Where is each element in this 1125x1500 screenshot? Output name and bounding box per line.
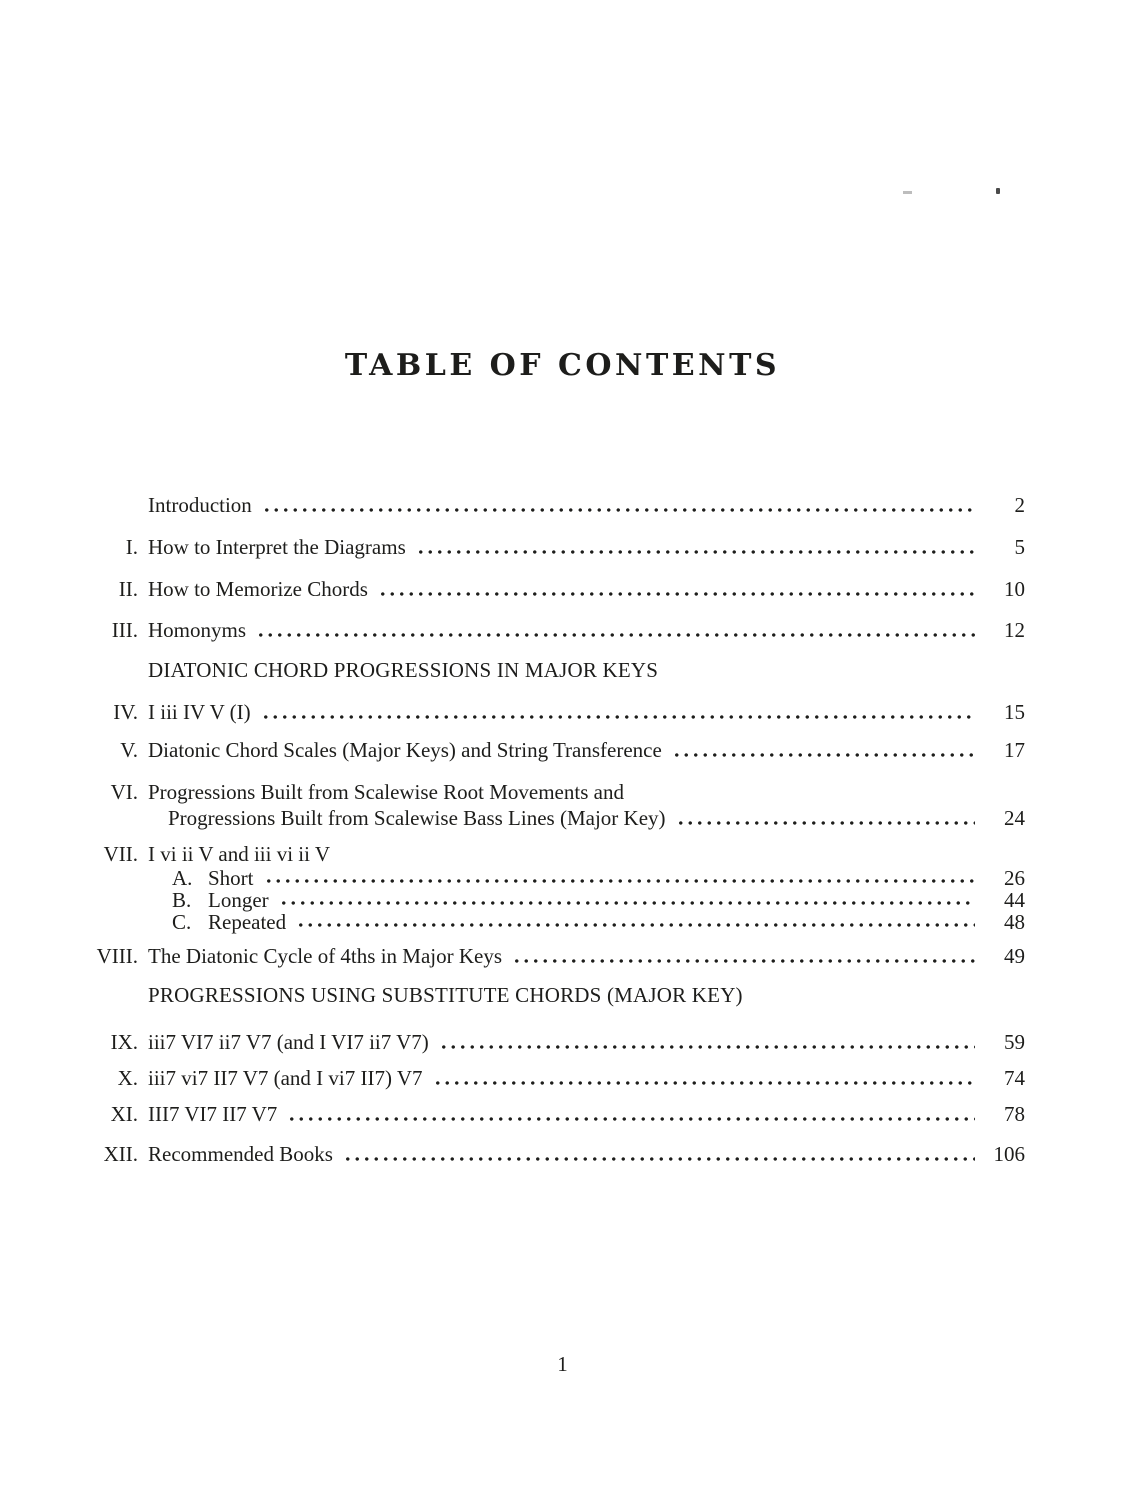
entry-label: III7 VI7 II7 V7 — [148, 1102, 278, 1126]
entry-label: iii7 vi7 II7 V7 (and I vi7 II7) V7 — [148, 1066, 423, 1090]
entry-page-number: 49 — [1004, 944, 1025, 968]
entry-label: How to Memorize Chords — [148, 577, 368, 601]
folio-page-number: 1 — [557, 1352, 568, 1376]
subentry-label: Repeated — [208, 910, 287, 934]
table-of-contents — [90, 488, 1025, 1167]
entry-label-line2: Progressions Built from Scalewise Bass Lines (Major Key) — [168, 806, 666, 830]
toc-entry-viii — [90, 943, 1025, 969]
entry-multiline-body — [138, 841, 1025, 933]
entry-numeral: VIII. — [96, 944, 138, 968]
section-heading-substitute — [90, 982, 1025, 1008]
section-heading-label: DIATONIC CHORD PROGRESSIONS IN MAJOR KEYS — [148, 658, 659, 682]
entry-label: I vi ii V and iii vi ii V — [148, 842, 331, 866]
dot-leader — [512, 959, 975, 963]
toc-entry-xii — [90, 1141, 1025, 1167]
entry-page-number: 17 — [1004, 738, 1025, 762]
entry-numeral: II. — [118, 577, 138, 601]
dot-leader — [378, 592, 975, 596]
toc-entry-vii — [90, 841, 1025, 933]
entry-label-line1: Progressions Built from Scalewise Root Movements and — [148, 780, 624, 804]
subentry-letter: C. — [172, 910, 192, 934]
entry-page-number: 12 — [1004, 618, 1025, 642]
entry-page-number: 15 — [1004, 700, 1025, 724]
entry-label: Diatonic Chord Scales (Major Keys) and String Transference — [148, 738, 662, 762]
entry-numeral: IX. — [110, 1030, 138, 1054]
entry-label: How to Interpret the Diagrams — [148, 535, 406, 559]
dot-leader — [416, 550, 975, 554]
dot-leader — [433, 1081, 975, 1085]
entry-label: Homonyms — [148, 618, 247, 642]
toc-entry-vi — [90, 779, 1025, 831]
entry-numeral: VI. — [110, 780, 138, 804]
entry-label: Recommended Books — [148, 1142, 333, 1166]
entry-page-number: 24 — [1004, 806, 1025, 830]
toc-entry-introduction — [90, 492, 1025, 518]
entry-label: Introduction — [148, 493, 252, 517]
toc-entry-i — [90, 534, 1025, 560]
toc-entry-v — [90, 737, 1025, 763]
entry-label: The Diatonic Cycle of 4ths in Major Keys — [148, 944, 503, 968]
entry-numeral: I. — [125, 535, 138, 559]
entry-numeral: V. — [120, 738, 138, 762]
subentry-label: Longer — [208, 888, 269, 912]
page-title: TABLE OF CONTENTS — [344, 348, 781, 383]
toc-subentry-a — [138, 867, 1025, 889]
toc-entry-xi — [90, 1101, 1025, 1127]
entry-page-number: 78 — [1004, 1102, 1025, 1126]
dot-leader — [261, 715, 975, 719]
entry-numeral: X. — [117, 1066, 138, 1090]
entry-page-number: 2 — [1014, 493, 1025, 517]
entry-page-number: 106 — [993, 1142, 1025, 1166]
dot-leader — [264, 879, 975, 883]
toc-entry-ix — [90, 1029, 1025, 1055]
entry-page-number: 5 — [1014, 535, 1025, 559]
scan-speck — [903, 191, 912, 194]
entry-page-number: 48 — [1004, 910, 1025, 934]
scan-speck — [996, 188, 1000, 194]
entry-label: I iii IV V (I) — [148, 700, 251, 724]
entry-numeral: XI. — [110, 1102, 138, 1126]
toc-subentry-c — [138, 911, 1025, 933]
toc-subentry-b — [138, 889, 1025, 911]
entry-page-number: 74 — [1004, 1066, 1025, 1090]
dot-leader — [256, 633, 975, 637]
dot-leader — [672, 753, 975, 757]
dot-leader — [439, 1045, 975, 1049]
dot-leader — [343, 1157, 975, 1161]
section-heading-label: PROGRESSIONS USING SUBSTITUTE CHORDS (MAJOR KEY) — [148, 983, 743, 1007]
dot-leader — [262, 508, 975, 512]
entry-numeral: XII. — [103, 1142, 138, 1166]
entry-page-number: 59 — [1004, 1030, 1025, 1054]
entry-numeral: IV. — [113, 700, 138, 724]
toc-entry-iv — [90, 699, 1025, 725]
entry-label: iii7 VI7 ii7 V7 (and I VI7 ii7 V7) — [148, 1030, 429, 1054]
entry-page-number: 26 — [1004, 866, 1025, 890]
entry-page-number: 10 — [1004, 577, 1025, 601]
section-heading-diatonic — [90, 657, 1025, 683]
dot-leader — [676, 821, 975, 825]
subentry-label: Short — [208, 866, 254, 890]
entry-numeral: VII. — [103, 842, 138, 866]
entry-page-number: 44 — [1004, 888, 1025, 912]
toc-entry-ii — [90, 576, 1025, 602]
dot-leader — [279, 901, 975, 905]
entry-numeral: III. — [111, 618, 138, 642]
toc-entry-iii — [90, 617, 1025, 643]
toc-entry-x — [90, 1065, 1025, 1091]
dot-leader — [287, 1117, 975, 1121]
entry-multiline-body — [138, 779, 1025, 831]
subentry-letter: B. — [172, 888, 192, 912]
subentry-letter: A. — [172, 866, 193, 890]
dot-leader — [296, 923, 975, 927]
entry-label-line2-row — [138, 805, 1025, 831]
